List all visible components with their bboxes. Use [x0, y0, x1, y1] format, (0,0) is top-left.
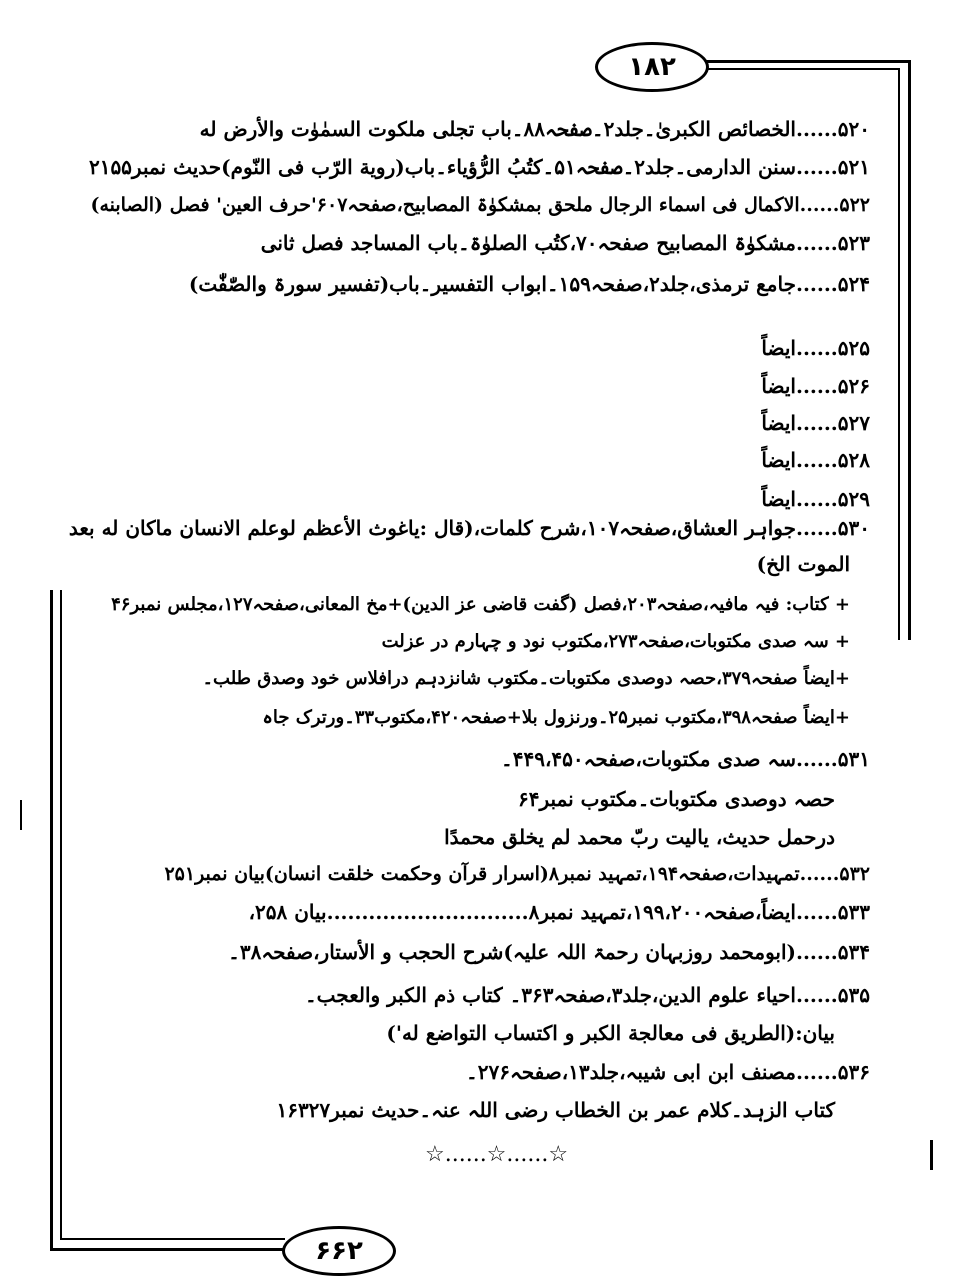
reference-line-522: ۵۲۲......الاکمال فی اسماء الرجال ملحق بمشکوٰۃ المصابیح،صفحہ۶۰۷'حرف العین' فصل (الصابنه) — [90, 194, 870, 216]
reference-line-534: ۵۳۴......(ابومحمد روزبہان رحمۃ اللہ علیہ)شرح الحجب و الأستار،صفحہ۳۸۔ — [228, 940, 870, 964]
header-page-number-text: ۱۸۲ — [628, 52, 676, 82]
end-separator-stars: ☆......☆......☆ — [425, 1142, 569, 1167]
reference-line-530: ۵۳۰......جواہر العشاق،صفحہ۱۰۷،شرح کلمات،(قال :یاغوث الأعظم لوعلم الانسان ماکان له بعد — [68, 516, 870, 540]
reference-line-plus-2: + سہ صدی مکتوبات،صفحہ۲۷۳،مکتوب نود و چہارم در عزلت — [381, 631, 850, 652]
frame-right-line-inner — [898, 68, 900, 640]
footer-page-number — [282, 1226, 396, 1276]
reference-line-524: ۵۲۴......جامع ترمذی،جلد۲،صفحہ۱۵۹۔ابواب التفسیر۔باب(تفسیر سورۃ والصّٰفّٰت) — [188, 272, 870, 296]
header-page-number — [595, 42, 709, 92]
reference-line-535: ۵۳۵......احیاء علوم الدین،جلد۳،صفحہ۳۶۳۔ کتاب ذم الکبر والعجب۔ — [304, 983, 870, 1007]
reference-line-plus-1: + کتاب: فیہ مافیہ،صفحہ۲۰۳،فصل (گفت قاضی عز الدین)+مخ المعانی،صفحہ۱۲۷،مجلس نمبر۴۶ — [111, 594, 850, 615]
frame-left-line-outer — [50, 590, 53, 1250]
reference-line-527: ۵۲۷......ایضاً — [761, 411, 870, 435]
reference-line-536: ۵۳۶......مصنف ابن ابی شیبہ،جلد۱۳،صفحہ۲۷۶۔ — [466, 1060, 870, 1084]
reference-line-536-cont: کتاب الزہد۔کلام عمر بن الخطاب رضی اللہ عنہ۔حدیث نمبر۱۶۳۲۷ — [276, 1098, 835, 1122]
footer-page-number-text: ۶۶۲ — [315, 1236, 363, 1266]
frame-top-line-inner — [700, 68, 900, 70]
reference-line-529: ۵۲۹......ایضاً — [761, 487, 870, 511]
reference-line-526: ۵۲۶......ایضاً — [761, 374, 870, 398]
reference-line-525: ۵۲۵......ایضاً — [761, 336, 870, 360]
reference-line-plus-3: +ایضاً صفحہ۳۷۹،حصہ دوصدی مکتوبات۔مکتوب شانزدہم درافلاس خود وصدق طلب۔ — [202, 668, 850, 689]
reference-line-523: ۵۲۳......مشکوٰۃ المصابیح صفحہ۷۰،کتُب الصلوٰۃ۔باب المساجد فصل ثانی — [260, 231, 870, 255]
reference-line-530-cont: الموت الخ) — [756, 552, 850, 576]
frame-bottom-line — [50, 1248, 285, 1251]
reference-line-532: ۵۳۲......تمہیدات،صفحہ۱۹۴،تمہید نمبر۸(اسرار قرآن وحکمت خلقت انسان)بیان نمبر۲۵۱ — [164, 863, 870, 885]
reference-line-531-cont-2: درحمل حدیث، یالیت ربّ محمد لم یخلق محمدًا — [444, 825, 835, 849]
reference-line-531: ۵۳۱......سہ صدی مکتوبات،صفحہ۴۴۹،۴۵۰۔ — [501, 747, 870, 771]
reference-line-535-cont: بیان:(الطریق فی معالجة الکبر و اکتساب التواضع له') — [386, 1021, 835, 1045]
frame-bottom-line-inner — [60, 1238, 285, 1240]
reference-line-533: ۵۳۳......ایضاً،صفحہ۱۹۹،۲۰۰،تمہید نمبر۸.............................بیان ۲۵۸، — [248, 900, 870, 924]
reference-line-plus-4: +ایضاً صفحہ۳۹۸،مکتوب نمبر۲۵۔ورنزول بلا+صفحہ۴۲۰،مکتوب۳۳۔ورترک جاہ — [262, 707, 850, 728]
reference-line-520: ۵۲۰......الخصائص الکبریٰ۔جلد۲۔صفحہ۸۸۔باب تجلی ملکوت السمٰوٰت والأرض له — [199, 117, 870, 141]
frame-right-line-outer — [908, 60, 911, 640]
reference-line-521: ۵۲۱......سنن الدارمی۔جلد۲۔صفحہ۵۱۔کتُبُ الرُّؤیاء۔باب(رویة الرّب فی النّوم)حدیث نمبر۲۱۵۵ — [88, 155, 870, 179]
reference-line-528: ۵۲۸......ایضاً — [761, 448, 870, 472]
frame-left-line-inner — [60, 590, 62, 1240]
reference-line-531-cont-1: حصہ دوصدی مکتوبات۔مکتوب نمبر۶۴ — [518, 787, 835, 811]
margin-mark — [20, 800, 22, 830]
frame-top-line — [700, 60, 910, 63]
margin-mark — [930, 1140, 933, 1170]
